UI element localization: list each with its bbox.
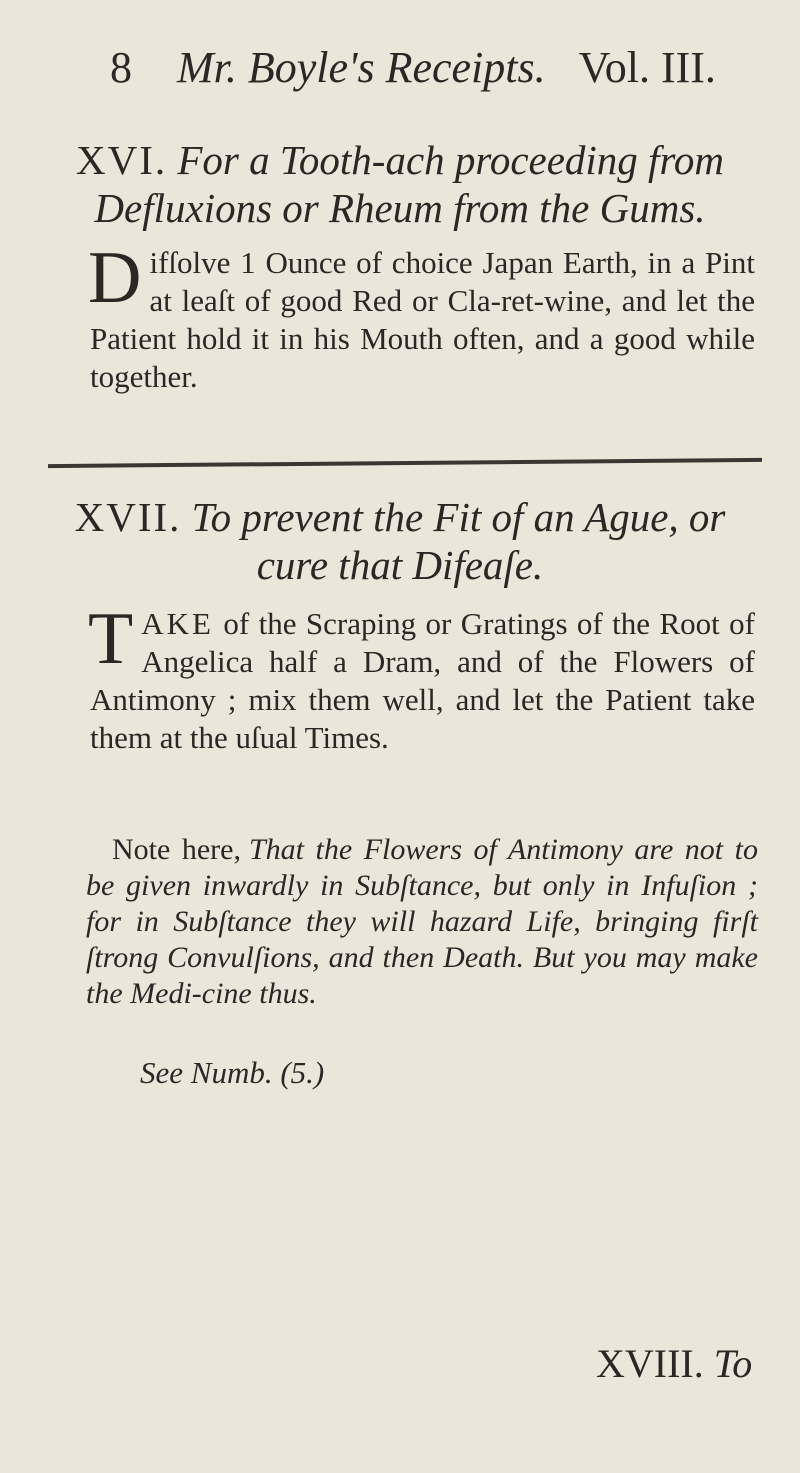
note-paragraph <box>86 832 758 1012</box>
note-text: That the Flowers of Antimony are not to be given inwardly in Subſtance, but only in Infuſion ; for in Subſtance they will hazard Life, bringing firſt ſtrong Convulſions, and then Death. But you may make the Medi-cine thus. <box>86 833 758 1010</box>
section-title-line1: For a Tooth-ach proceeding from <box>177 137 724 183</box>
section-number: XVI. <box>75 137 168 183</box>
paragraph-text: ifſolve 1 Ounce of choice Japan Earth, in a Pint at leaſt of good Red or Cla-ret-wine, and let the Patient hold it in his Mouth often, and a good while together. <box>90 245 755 394</box>
cross-reference: See Numb. (5.) <box>140 1055 325 1090</box>
section-title-xvi <box>0 136 800 232</box>
drop-cap: D <box>88 237 142 319</box>
cap-rest: AKE <box>141 606 214 641</box>
section-title-line2: Defluxions or Rheum from the Gums. <box>94 185 706 231</box>
note-lead: Note here, <box>112 833 241 866</box>
page-number: 8 <box>110 43 132 92</box>
paragraph-text: of the Scraping or Gratings of the Root of Angelica half a Dram, and of the Flowers of Antimony ; mix them well, and let the Patient take them at the uſual Times. <box>90 606 755 755</box>
section-divider <box>48 458 762 468</box>
catchword-word: To <box>713 1341 753 1386</box>
section-number: XVII. <box>74 494 182 540</box>
section-body-xvii <box>88 598 755 757</box>
catchword <box>596 1340 752 1387</box>
section-title-xvii <box>0 493 800 589</box>
drop-cap: T <box>88 598 134 680</box>
running-header <box>110 42 750 93</box>
section-title-line1: To prevent the Fit of an Ague, or <box>191 494 726 540</box>
running-title: Mr. Boyle's Receipts. <box>177 43 546 92</box>
section-title-line2: cure that Difeaſe. <box>256 542 544 588</box>
section-body-xvi <box>88 237 755 396</box>
catchword-number: XVIII. <box>596 1341 704 1386</box>
volume-label: Vol. III. <box>578 43 716 92</box>
